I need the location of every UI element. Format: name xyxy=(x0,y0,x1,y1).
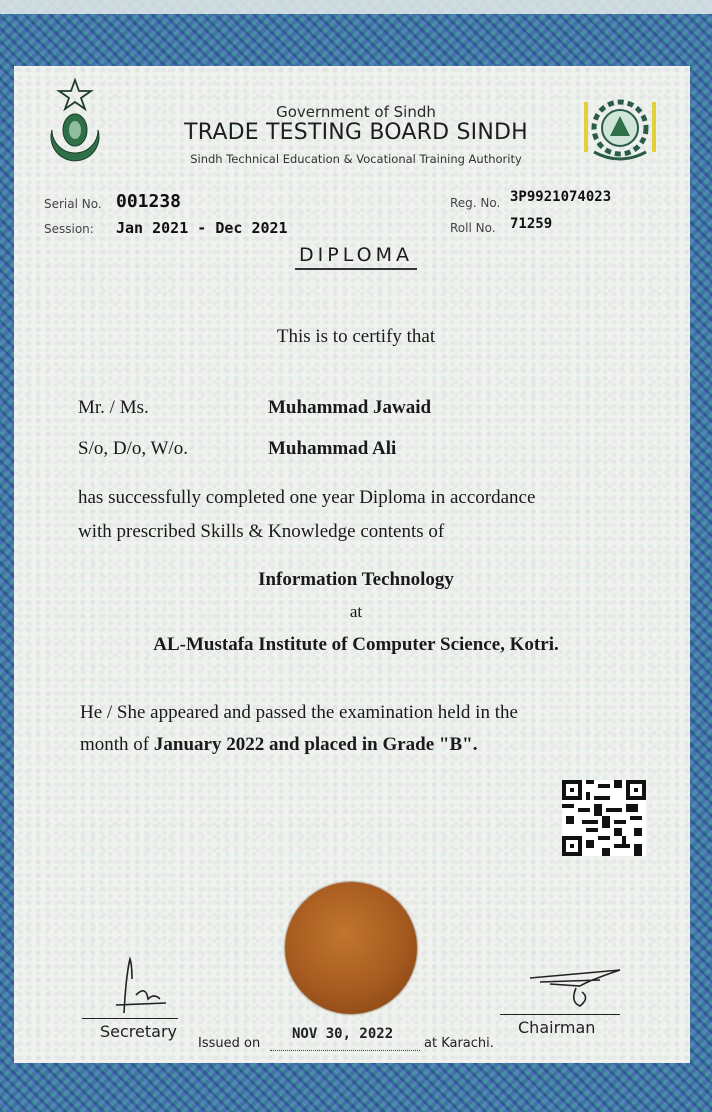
name-label: Mr. / Ms. xyxy=(78,397,149,418)
session-label: Session: xyxy=(44,222,94,236)
secretary-label: Secretary xyxy=(100,1022,177,1041)
serial-value: 001238 xyxy=(116,191,182,212)
institute-name: AL-Mustafa Institute of Computer Science, Kotri. xyxy=(153,634,559,655)
board-title: TRADE TESTING BOARD SINDH xyxy=(184,120,528,145)
result-prefix: month of xyxy=(80,734,154,755)
diploma-heading: DIPLOMA xyxy=(295,244,417,270)
authority-subtitle: Sindh Technical Education & Vocational Training Authority xyxy=(190,152,522,166)
roll-label: Roll No. xyxy=(450,221,496,235)
parent-label: S/o, D/o, W/o. xyxy=(78,438,188,459)
top-edge xyxy=(0,0,712,14)
statement-line-2: with prescribed Skills & Knowledge contents of xyxy=(78,521,445,542)
result-line-1: He / She appeared and passed the examination held in the xyxy=(80,702,518,723)
exam-grade: January 2022 and placed in Grade "B". xyxy=(153,734,478,755)
reg-value: 3P9921074023 xyxy=(510,189,612,205)
government-label: Government of Sindh xyxy=(276,103,436,121)
secretary-signature-line xyxy=(82,1018,178,1019)
certify-line: This is to certify that xyxy=(276,326,436,347)
roll-value: 71259 xyxy=(510,216,553,232)
document-title xyxy=(0,244,712,266)
chairman-label: Chairman xyxy=(518,1018,596,1037)
qr-code-icon xyxy=(562,780,646,856)
program-name: Information Technology xyxy=(258,569,454,590)
secretary-signature-icon xyxy=(96,955,176,1015)
issued-date: NOV 30, 2022 xyxy=(292,1026,394,1042)
issued-date-line xyxy=(270,1050,420,1051)
parent-name: Muhammad Ali xyxy=(268,438,397,459)
result-line-2 xyxy=(80,734,477,756)
chairman-signature-line xyxy=(500,1014,620,1015)
embossed-seal-icon xyxy=(285,882,417,1014)
reg-label: Reg. No. xyxy=(450,196,501,210)
session-value: Jan 2021 - Dec 2021 xyxy=(116,219,288,237)
candidate-name: Muhammad Jawaid xyxy=(268,397,432,418)
statement-line-1: has successfully completed one year Diploma in accordance xyxy=(78,487,536,508)
chairman-signature-icon xyxy=(520,962,630,1012)
issued-label: Issued on xyxy=(198,1036,261,1051)
at-label: at xyxy=(349,602,363,621)
issued-place: at Karachi. xyxy=(424,1036,494,1051)
serial-label: Serial No. xyxy=(44,197,102,211)
